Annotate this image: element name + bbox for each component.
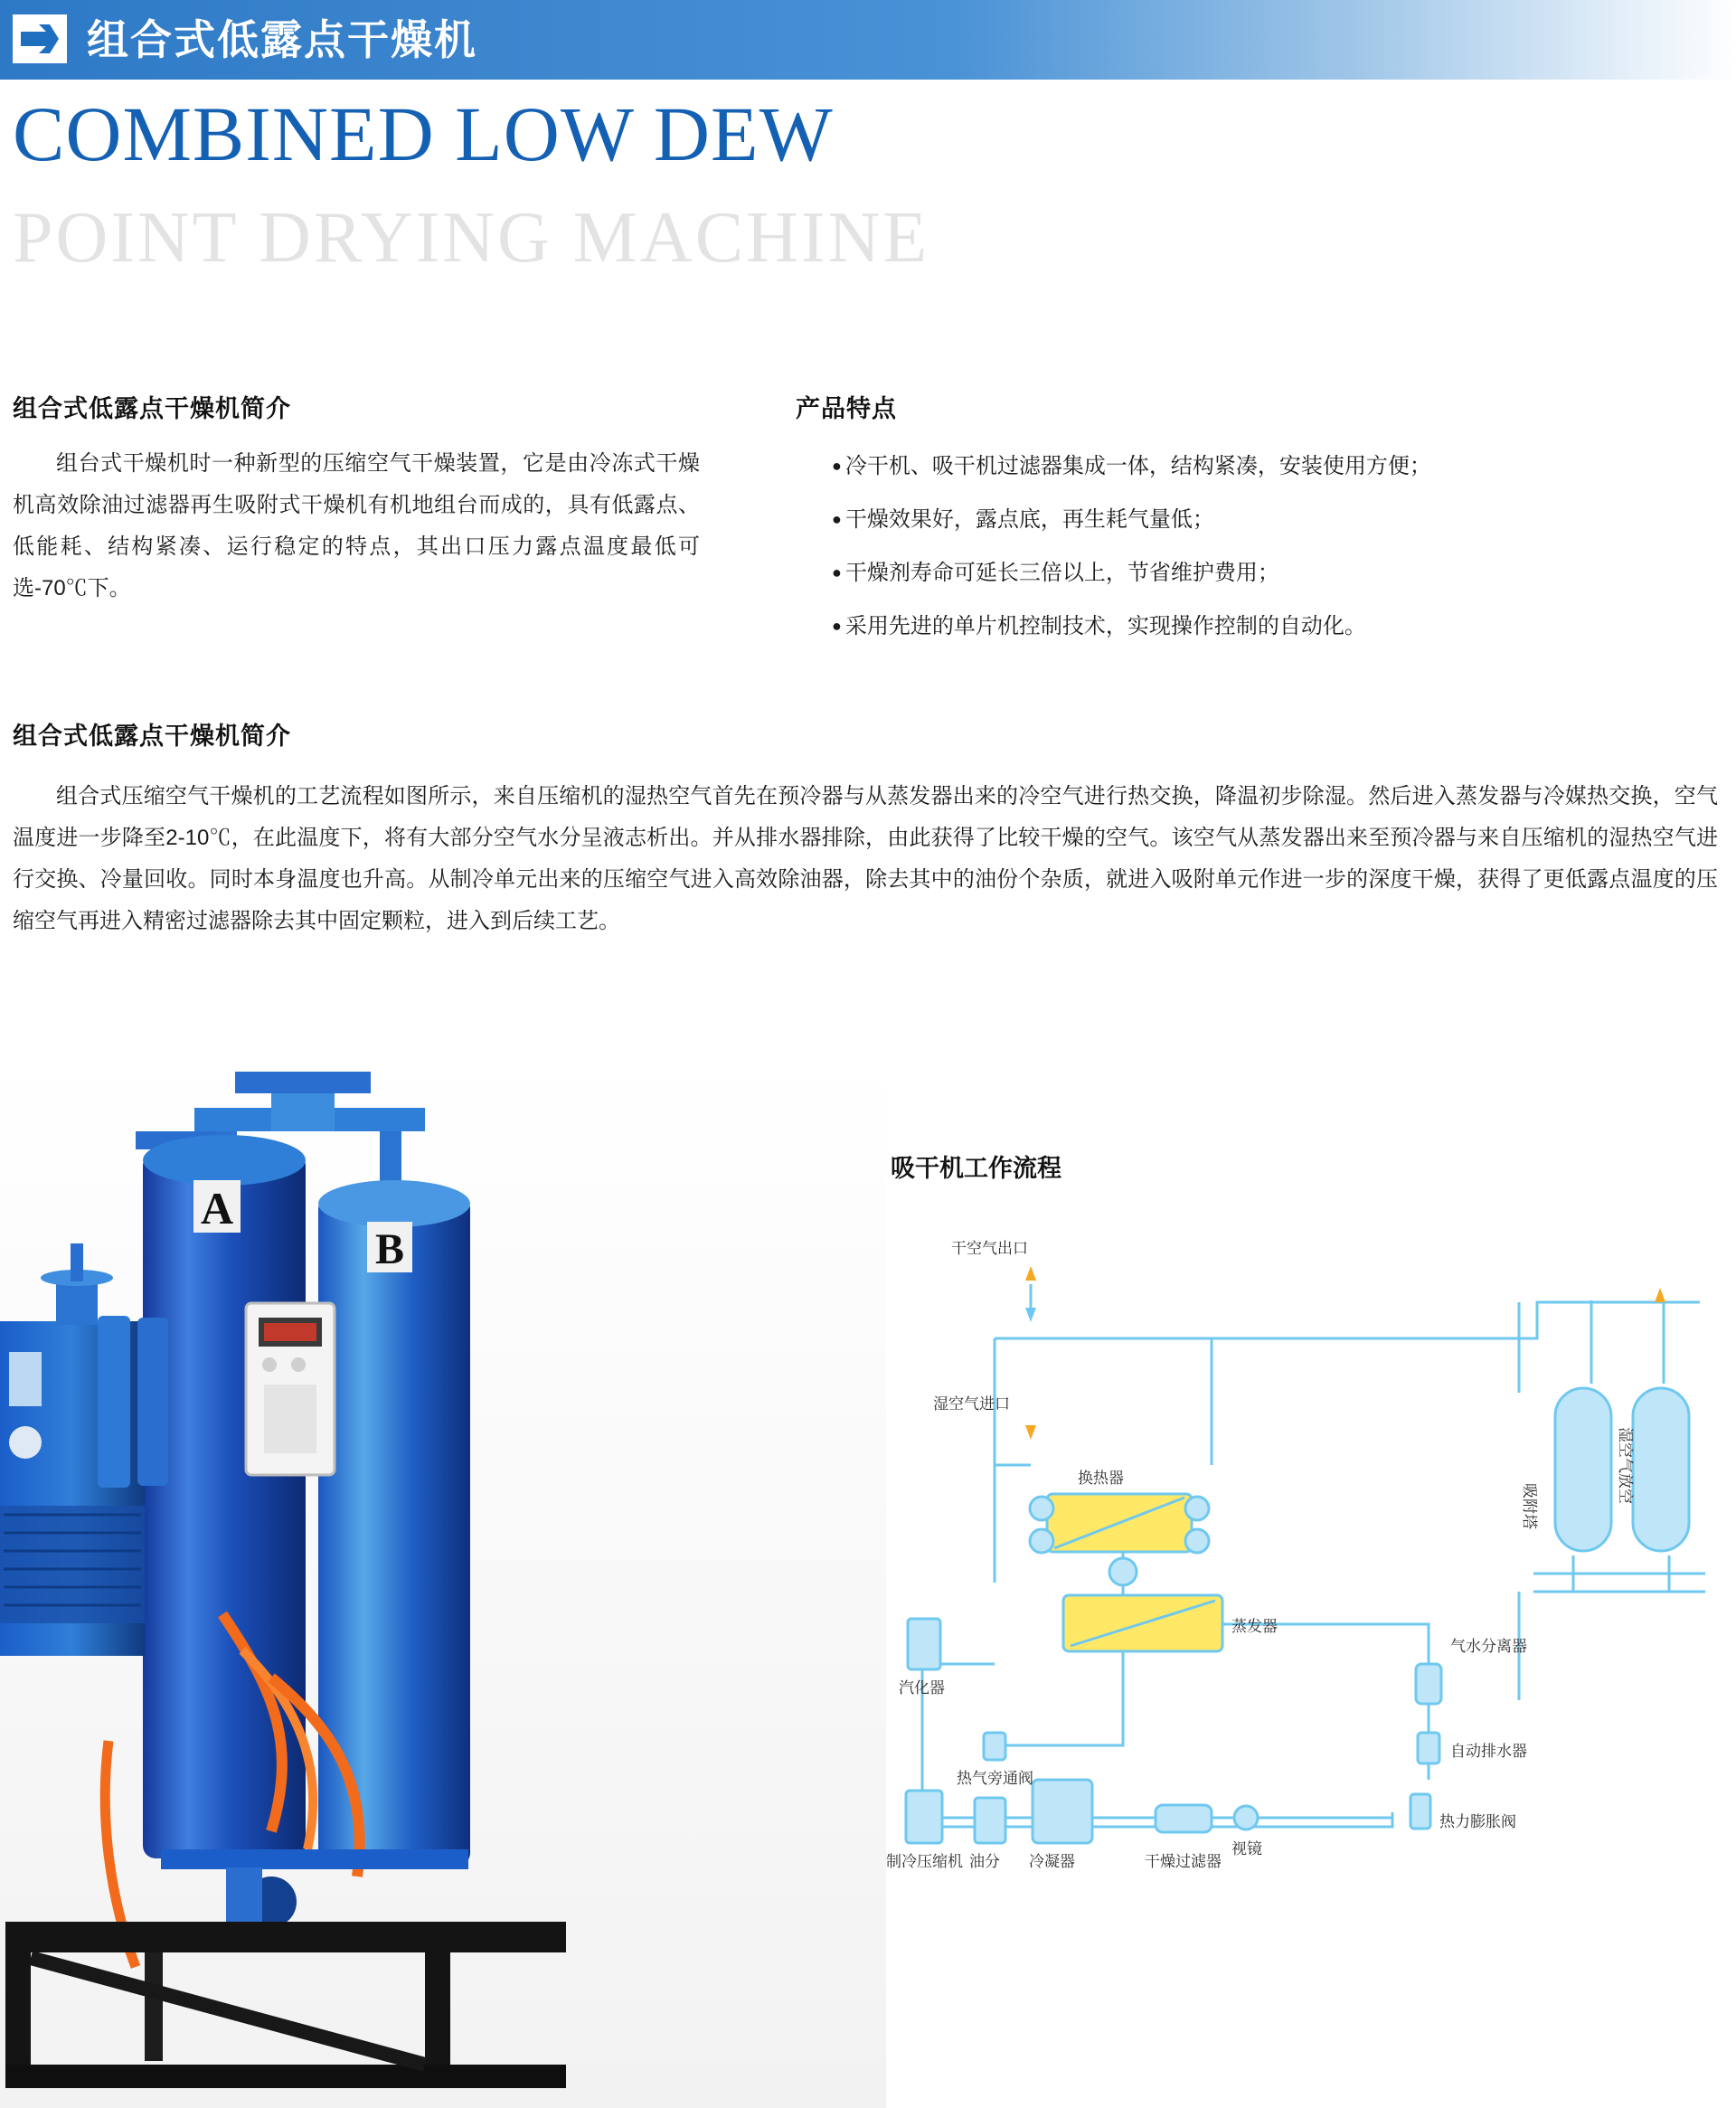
list-item-label: 干燥效果好，露点底，再生耗气量低； bbox=[844, 507, 1214, 532]
flow-arrow-vent bbox=[1655, 1288, 1665, 1302]
label-wet-air-inlet: 湿空气进口 bbox=[933, 1395, 1010, 1413]
label-vaporizer: 汽化器 bbox=[899, 1679, 945, 1697]
label-refrigeration-compressor: 制冷压缩机 bbox=[886, 1853, 963, 1870]
label-thermal-expansion-valve: 热力膨胀阀 bbox=[1439, 1813, 1516, 1830]
label-heat-exchanger: 换热器 bbox=[1078, 1470, 1124, 1487]
label-water-separator: 气水分离器 bbox=[1450, 1638, 1527, 1655]
flow-diagram-title: 吸干机工作流程 bbox=[891, 1155, 1061, 1182]
list-item bbox=[832, 498, 1682, 541]
bullet-icon: ● bbox=[832, 457, 842, 475]
label-auto-drain: 自动排水器 bbox=[1450, 1743, 1527, 1760]
intro-paragraph: 组台式干燥机时一种新型的压缩空气干燥装置，它是由冷冻式干燥机高效除油过滤器再生吸附式干燥机有机地组台而成的，具有低露点、低能耗、结构紧凑、运行稳定的特点，其出口压力露点温度最低可选-70℃下。 bbox=[13, 451, 700, 600]
page-title-en-line1: COMBINED LOW DEW bbox=[13, 90, 834, 177]
header-title-cn: 组合式低露点干燥机 bbox=[87, 16, 477, 63]
flow-arrow-up-outlet bbox=[1025, 1266, 1036, 1281]
label-dry-filter: 干燥过滤器 bbox=[1145, 1853, 1222, 1870]
label-sight-glass: 视镜 bbox=[1231, 1840, 1262, 1857]
features-list bbox=[832, 445, 1682, 658]
list-item bbox=[832, 552, 1682, 594]
label-evaporator: 蒸发器 bbox=[1231, 1618, 1278, 1635]
label-oil-separator: 油分 bbox=[969, 1853, 1000, 1870]
label-dry-air-outlet: 干空气出口 bbox=[951, 1240, 1028, 1257]
process-paragraph: 组合式压缩空气干燥机的工艺流程如图所示，来自压缩机的湿热空气首先在预冷器与从蒸发器出来的冷空气进行热交换，降温初步除湿。然后进入蒸发器与冷媒热交换，空气温度进一步降至2-10℃，在此温度下，将有大部分空气水分呈液志析出。并从排水器排除，由此获得了比较干燥的空气。该空气从蒸发器出来至预冷器与来自压缩机的湿热空气进行交换、冷量回收。同时本身温度也升高。从制冷单元出来的压缩空气进入高效除油器，除去其中的油份个杂质，就进入吸附单元作进一步的深度干燥，获得了更低露点温度的压缩空气再进入精密过滤器除去其中固定颗粒，进入到后续工艺。 bbox=[13, 784, 1718, 933]
svg-text:A: A bbox=[200, 1183, 234, 1234]
list-item-label: 采用先进的单片机控制技术，实现操作控制的自动化。 bbox=[844, 614, 1366, 638]
intro-heading: 组合式低露点干燥机简介 bbox=[13, 395, 291, 422]
page-title-en-line2: POINT DRYING MACHINE bbox=[13, 198, 930, 278]
flow-arrow-inlet bbox=[1025, 1425, 1036, 1440]
bullet-icon: ● bbox=[832, 563, 842, 581]
label-hot-gas-bypass-valve: 热气旁通阀 bbox=[957, 1770, 1033, 1787]
features-heading: 产品特点 bbox=[796, 395, 897, 422]
label-adsorption-tower: 吸附塔 bbox=[1521, 1483, 1538, 1529]
list-item-label: 干燥剂寿命可延长三倍以上，节省维护费用； bbox=[844, 561, 1279, 585]
list-item bbox=[832, 445, 1682, 487]
flow-diagram bbox=[886, 1194, 1736, 1881]
process-heading: 组合式低露点干燥机简介 bbox=[13, 723, 291, 750]
bullet-icon: ● bbox=[832, 510, 842, 528]
label-condenser: 冷凝器 bbox=[1029, 1853, 1075, 1870]
bullet-icon: ● bbox=[832, 617, 842, 635]
list-item-label: 冷干机、吸干机过滤器集成一体，结构紧凑，安装使用方便； bbox=[844, 454, 1431, 478]
label-wet-air-vent: 湿空气放空 bbox=[1617, 1427, 1634, 1504]
product-photo bbox=[0, 1054, 886, 2108]
arrow-right-icon bbox=[13, 14, 67, 63]
svg-text:B: B bbox=[374, 1225, 405, 1273]
list-item bbox=[832, 605, 1682, 648]
